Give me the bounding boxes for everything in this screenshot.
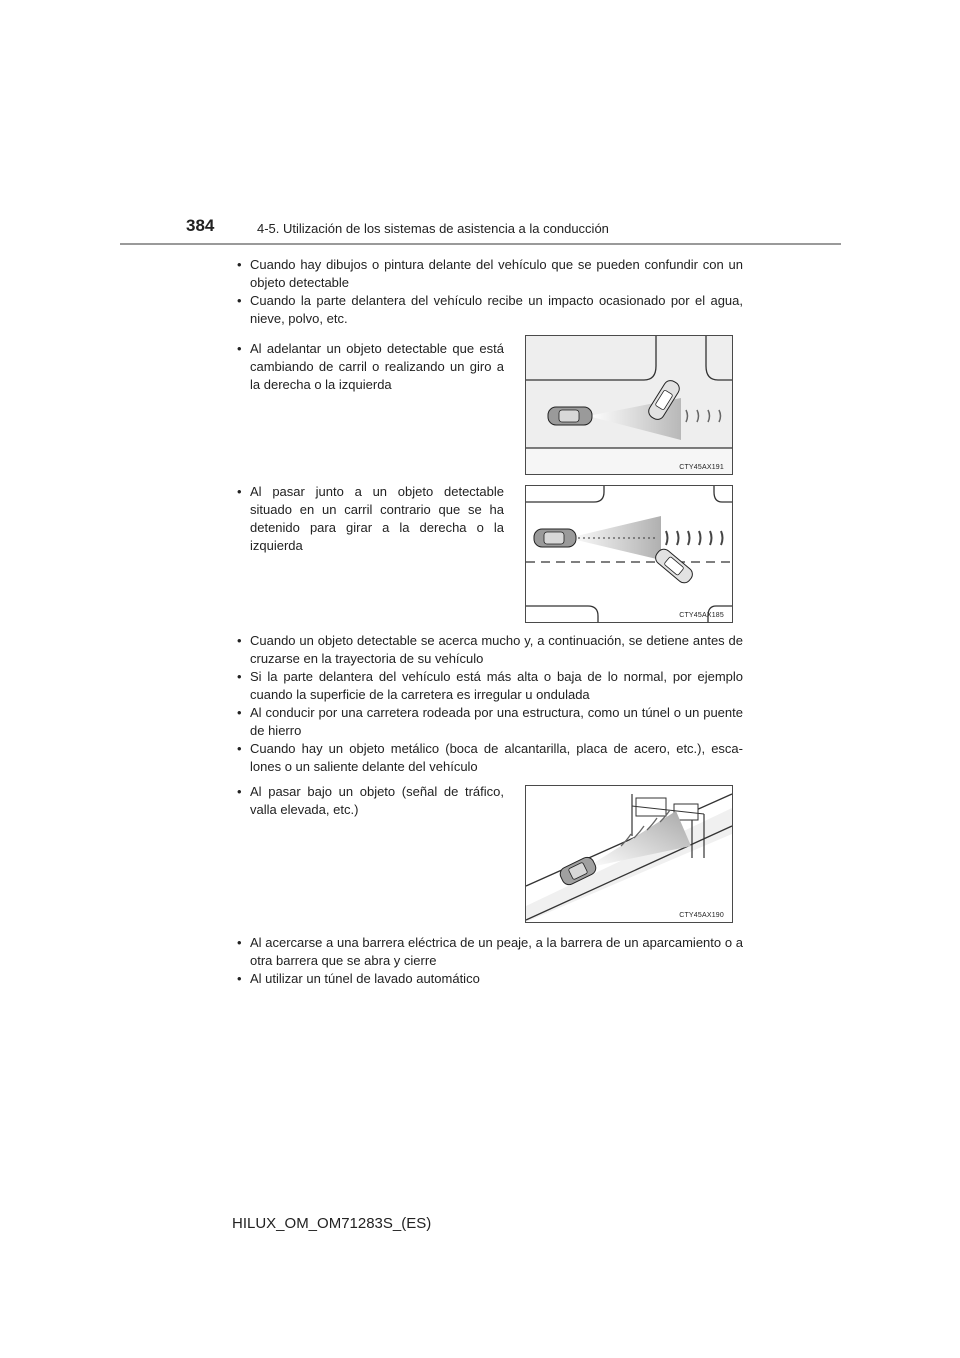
list-item: • Cuando hay un objeto metálico (boca de alcantarilla, placa de acero, etc.), esca-lones o un saliente delante del vehículo xyxy=(237,741,743,774)
figure-code: CTY45AX190 xyxy=(679,912,724,919)
section-title: 4-5. Utilización de los sistemas de asistencia a la conducción xyxy=(257,221,609,236)
page-number: 384 xyxy=(186,216,215,235)
list-item: • Cuando un objeto detectable se acerca mucho y, a continuación, se detiene antes de cruzarse en la trayectoria de su vehículo xyxy=(237,633,743,666)
list-item: • Al pasar junto a un objeto detectable situado en un carril contrario que se ha detenido para girar a la derecha o la izquierda xyxy=(237,484,504,553)
list-item: • Cuando hay dibujos o pintura delante del vehículo que se pueden confundir con un objeto detectable xyxy=(237,257,743,290)
list-item: • Cuando la parte delantera del vehículo recibe un impacto ocasionado por el agua, nieve, polvo, etc. xyxy=(237,293,743,326)
list-item: • Al acercarse a una barrera eléctrica de un peaje, a la barrera de un aparcamiento o a otra barrera que se abra y cierre xyxy=(237,935,743,968)
list-item: • Al pasar bajo un objeto (señal de tráfico, valla elevada, etc.) xyxy=(237,784,504,817)
figure-oncoming xyxy=(525,485,733,623)
list-item: • Si la parte delantera del vehículo está más alta o baja de lo normal, por ejemplo cuando la superficie de la carretera es irregular u ondulada xyxy=(237,669,743,702)
figure-overtaking xyxy=(525,335,733,475)
list-item: • Al utilizar un túnel de lavado automático xyxy=(237,971,480,986)
footer-document-code: HILUX_OM_OM71283S_(ES) xyxy=(232,1215,432,1232)
figure-overhead xyxy=(525,785,733,923)
oncoming-stopped-vehicle-illustration xyxy=(526,486,732,622)
overtaking-turning-vehicle-illustration xyxy=(526,336,732,474)
figure-code: CTY45AX185 xyxy=(679,612,724,619)
header-divider xyxy=(120,243,841,245)
overhead-sign-illustration xyxy=(526,786,732,922)
figure-code: CTY45AX191 xyxy=(679,464,724,471)
list-item: • Al conducir por una carretera rodeada por una estructura, como un túnel o un puente de hierro xyxy=(237,705,743,738)
list-item: • Al adelantar un objeto detectable que está cambiando de carril o realizando un giro a la derecha o la izquierda xyxy=(237,341,504,392)
